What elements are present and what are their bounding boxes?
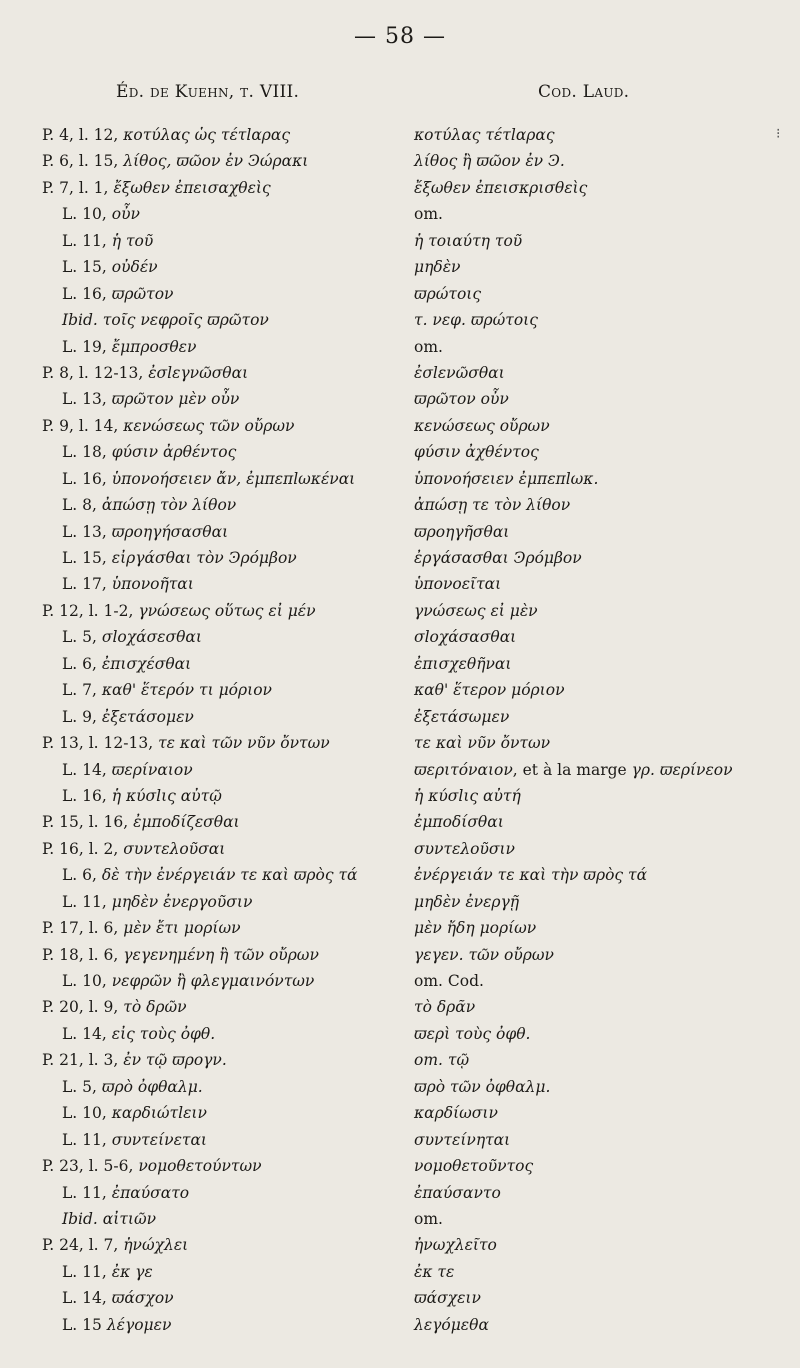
location-reference: L. 11, xyxy=(62,231,107,250)
collation-row xyxy=(0,1206,800,1232)
edition-text: ἐξετάσομεν xyxy=(101,707,194,726)
location-reference: P. 17, l. 6, xyxy=(42,919,119,938)
collation-row xyxy=(0,413,800,439)
codex-text: ϖρὸ τῶν ὀφθαλμ. xyxy=(414,1077,551,1096)
kuehn-reading xyxy=(62,1312,171,1338)
codex-reading xyxy=(414,889,519,915)
codex-reading xyxy=(414,598,538,624)
kuehn-reading xyxy=(62,254,158,280)
codex-text: σlοχάσασθαι xyxy=(414,628,517,647)
codex-reading xyxy=(414,571,501,597)
codex-reading xyxy=(414,148,565,174)
codex-reading xyxy=(414,1259,454,1285)
codex-text: ἐνέργειάν τε καὶ τὴν ϖρὸς τά xyxy=(414,866,648,885)
codex-reading xyxy=(414,228,522,254)
kuehn-reading xyxy=(62,571,194,597)
collation-row xyxy=(0,915,800,941)
collation-row xyxy=(0,1180,800,1206)
edition-text: αἰτιῶν xyxy=(102,1209,157,1228)
kuehn-reading xyxy=(62,201,140,227)
location-reference: P. 24, l. 7, xyxy=(42,1236,119,1255)
right-column-header: Cod. Laud. xyxy=(538,82,630,102)
collation-table xyxy=(0,122,800,1338)
edition-text: γεγενημένη ἢ τῶν οὔρων xyxy=(123,945,319,964)
codex-text: καθ' ἕτερον μόριον xyxy=(414,681,565,700)
location-reference: L. 15, xyxy=(62,549,107,567)
codex-text: συντελοῦσιν xyxy=(414,839,515,858)
location-reference: L. 19, xyxy=(62,337,107,356)
codex-reading xyxy=(414,307,538,333)
collation-row xyxy=(0,862,800,888)
codex-text: om. xyxy=(414,1209,443,1228)
kuehn-reading xyxy=(62,1127,207,1153)
codex-reading xyxy=(414,1206,443,1232)
kuehn-reading xyxy=(42,360,248,386)
codex-reading xyxy=(414,386,509,412)
codex-reading xyxy=(414,1312,489,1338)
collation-row xyxy=(0,836,800,862)
kuehn-reading xyxy=(42,1153,262,1179)
edition-text: κοτύλας ὡς τέτlαρας xyxy=(123,126,291,144)
collation-row xyxy=(0,386,800,412)
codex-reading xyxy=(414,519,509,545)
location-reference: L. 14, xyxy=(62,1289,107,1308)
codex-text: καρδίωσιν xyxy=(414,1104,498,1123)
kuehn-reading xyxy=(42,915,241,941)
codex-reading xyxy=(414,1047,469,1073)
codex-reading xyxy=(414,201,443,227)
codex-text: ἐμποδίσθαι xyxy=(414,813,504,832)
collation-row xyxy=(0,809,800,835)
collation-row xyxy=(0,624,800,650)
codex-text: ϖάσχειν xyxy=(414,1289,481,1308)
location-reference: L. 16, xyxy=(62,786,107,805)
location-reference: L. 17, xyxy=(62,575,107,594)
location-reference: L. 11, xyxy=(62,892,107,911)
location-reference: L. 7, xyxy=(62,681,97,700)
kuehn-reading xyxy=(62,783,222,809)
edition-text: μηδὲν ἐνεργοῦσιν xyxy=(111,892,253,911)
kuehn-reading xyxy=(62,1021,215,1047)
kuehn-reading xyxy=(42,836,225,862)
edition-text: τε καὶ τῶν νῦν ὄντων xyxy=(158,734,330,753)
edition-text: ἔξωθεν ἐπεισαχθεὶς xyxy=(113,178,271,197)
collation-row xyxy=(0,519,800,545)
codex-reading xyxy=(414,942,554,968)
codex-reading xyxy=(414,254,460,280)
collation-row xyxy=(0,1047,800,1073)
location-reference: P. 23, l. 5-6, xyxy=(42,1157,134,1176)
collation-row xyxy=(0,360,800,386)
collation-row xyxy=(0,492,800,518)
left-column-header: Éd. de Kuehn, t. VIII. xyxy=(116,82,300,102)
location-reference: L. 10, xyxy=(62,972,107,990)
collation-row xyxy=(0,439,800,465)
codex-text: om. xyxy=(414,337,443,356)
collation-row xyxy=(0,783,800,809)
codex-reading xyxy=(414,1074,550,1100)
edition-text: ἐπαύσατο xyxy=(111,1183,190,1202)
codex-text: ἐξετάσωμεν xyxy=(414,707,510,726)
codex-text: ϖερὶ τοὺς ὀφθ. xyxy=(414,1024,531,1043)
codex-text: ϖρώτοις xyxy=(414,284,482,303)
codex-text: ϖεριτόναιον xyxy=(414,760,513,779)
edition-text: ϖερίναιον xyxy=(111,760,193,779)
location-reference: L. 16, xyxy=(62,469,107,488)
edition-text: δὲ τὴν ἐνέργειάν τε καὶ ϖρὸς τά xyxy=(101,866,358,885)
codex-reading xyxy=(414,677,565,703)
collation-row xyxy=(0,1312,800,1338)
edition-text: ὑπονοήσειεν ἄν, ἐμπεπlωκέναι xyxy=(111,469,356,488)
collation-row xyxy=(0,598,800,624)
location-reference: L. 13, xyxy=(62,522,107,541)
kuehn-reading xyxy=(42,730,330,756)
location-reference: Ibid. xyxy=(62,311,98,330)
codex-reading xyxy=(414,413,550,439)
collation-row xyxy=(0,307,800,333)
collation-row xyxy=(0,1127,800,1153)
edition-text: τὸ δρῶν xyxy=(123,998,187,1017)
collation-row xyxy=(0,1285,800,1311)
collation-row xyxy=(0,254,800,280)
codex-text: ἡ κύσlις αὐτή xyxy=(414,786,521,805)
codex-text: ϖρῶτον οὖν xyxy=(414,390,509,409)
kuehn-reading xyxy=(62,281,173,307)
codex-reading xyxy=(414,730,550,756)
codex-text: ϖροηγῆσθαι xyxy=(414,522,510,541)
codex-text: ὑπονοεῖται xyxy=(414,575,502,594)
codex-text: ἐργάσασθαι Ͽρόμβον xyxy=(414,549,582,567)
codex-text: ἐκ τε xyxy=(414,1262,455,1281)
kuehn-reading xyxy=(62,862,358,888)
codex-text: μὲν ἤδη μορίων xyxy=(414,919,537,938)
codex-text: ἐσlενῶσθαι xyxy=(414,363,505,382)
kuehn-reading xyxy=(62,439,236,465)
codex-reading xyxy=(414,281,481,307)
edition-text: εἰς τοὺς ὀφθ. xyxy=(111,1024,216,1043)
codex-text: ἠνωχλεῖτο xyxy=(414,1236,497,1255)
kuehn-reading xyxy=(42,1047,227,1073)
codex-reading xyxy=(414,1153,533,1179)
edition-text: ἡ κύσlις αὐτῷ xyxy=(111,786,222,805)
kuehn-reading xyxy=(62,466,355,492)
margin-note: , et à la marge xyxy=(512,760,632,779)
edition-text: μὲν ἔτι μορίων xyxy=(123,919,241,938)
codex-reading xyxy=(414,175,587,201)
location-reference: P. 21, l. 3, xyxy=(42,1051,119,1070)
edition-text: εἰργάσθαι τὸν Ͽρόμβον xyxy=(111,549,297,567)
collation-row xyxy=(0,201,800,227)
codex-reading xyxy=(414,809,504,835)
codex-text: νομοθετοῦντος xyxy=(414,1157,534,1176)
kuehn-reading xyxy=(42,598,316,624)
codex-reading xyxy=(414,439,539,465)
location-reference: P. 13, l. 12-13, xyxy=(42,734,154,753)
location-reference: P. 18, l. 6, xyxy=(42,945,119,964)
edition-text: ϖρῶτον xyxy=(111,284,174,303)
location-reference: P. 4, l. 12, xyxy=(42,126,119,144)
codex-reading xyxy=(414,651,511,677)
kuehn-reading xyxy=(42,942,319,968)
codex-text: μηδὲν ἐνεργῇ xyxy=(414,892,520,911)
kuehn-reading xyxy=(42,809,240,835)
location-reference: L. 5, xyxy=(62,1077,97,1096)
edition-text: σlοχάσεσθαι xyxy=(101,628,202,647)
kuehn-reading xyxy=(62,1285,174,1311)
edition-text: οὖν xyxy=(111,205,140,224)
kuehn-reading xyxy=(62,651,191,677)
codex-text: om. xyxy=(414,205,443,224)
collation-row xyxy=(0,677,800,703)
location-reference: L. 11, xyxy=(62,1130,107,1149)
codex-reading xyxy=(414,783,521,809)
edition-text: συντείνεται xyxy=(111,1130,208,1149)
kuehn-reading xyxy=(42,413,294,439)
codex-text: τὸ δρᾶν xyxy=(414,998,476,1017)
codex-reading xyxy=(414,1180,501,1206)
edition-text: φύσιν ἀρθέντος xyxy=(111,443,237,462)
collation-row xyxy=(0,334,800,360)
edition-text: ἠνώχλει xyxy=(123,1236,189,1255)
edition-text: καρδιώτlειν xyxy=(111,1104,207,1123)
location-reference: P. 7, l. 1, xyxy=(42,178,109,197)
collation-row xyxy=(0,1100,800,1126)
collation-row xyxy=(0,651,800,677)
kuehn-reading xyxy=(62,519,228,545)
page-number: — 58 — xyxy=(354,24,446,49)
location-reference: L. 15, xyxy=(62,258,107,277)
codex-text: ἔξωθεν ἐπεισκρισθεὶς xyxy=(414,178,588,197)
location-reference: Ibid. xyxy=(62,1209,98,1228)
collation-row xyxy=(0,148,800,174)
location-reference: L. 9, xyxy=(62,707,97,726)
codex-reading xyxy=(414,915,536,941)
codex-reading xyxy=(414,757,733,783)
codex-text: ἐπαύσαντο xyxy=(414,1183,501,1202)
codex-reading xyxy=(414,492,570,518)
edition-text: ἀπώσῃ τὸν λίθον xyxy=(101,496,237,515)
location-reference: L. 14, xyxy=(62,760,107,779)
location-reference: L. 11, xyxy=(62,1262,107,1281)
codex-text: φύσιν ἀχθέντος xyxy=(414,443,539,462)
collation-row xyxy=(0,942,800,968)
codex-text: μηδὲν xyxy=(414,258,461,277)
edition-text: λέγομεν xyxy=(106,1315,172,1334)
codex-reading xyxy=(414,122,555,148)
collation-row xyxy=(0,466,800,492)
location-reference: P. 9, l. 14, xyxy=(42,416,119,435)
codex-reading xyxy=(414,968,484,994)
edition-text: οὐδέν xyxy=(111,258,158,277)
codex-reading xyxy=(414,836,515,862)
location-reference: L. 8, xyxy=(62,496,97,515)
location-reference: L. 10, xyxy=(62,205,107,224)
location-reference: L. 15 xyxy=(62,1315,102,1334)
kuehn-reading xyxy=(42,122,290,148)
edition-text: ἐσlεγνῶσθαι xyxy=(148,363,249,382)
collation-row xyxy=(0,757,800,783)
kuehn-reading xyxy=(62,307,269,333)
collation-row xyxy=(0,968,800,994)
edition-text: ἐν τῷ ϖρογν. xyxy=(123,1051,227,1070)
codex-reading xyxy=(414,1127,510,1153)
collation-row xyxy=(0,281,800,307)
collation-row xyxy=(0,122,800,148)
codex-reading xyxy=(414,545,582,571)
edition-text: συντελοῦσαι xyxy=(123,839,226,858)
location-reference: L. 10, xyxy=(62,1104,107,1123)
location-reference: L. 11, xyxy=(62,1183,107,1202)
location-reference: L. 14, xyxy=(62,1024,107,1043)
location-reference: P. 16, l. 2, xyxy=(42,839,119,858)
kuehn-reading xyxy=(62,545,297,571)
location-reference: P. 8, l. 12-13, xyxy=(42,363,144,382)
collation-row xyxy=(0,228,800,254)
location-reference: L. 6, xyxy=(62,866,97,885)
kuehn-reading xyxy=(62,228,153,254)
kuehn-reading xyxy=(62,624,202,650)
kuehn-reading xyxy=(62,889,252,915)
codex-text: κοτύλας τέτlαρας xyxy=(414,126,555,144)
location-reference: L. 16, xyxy=(62,284,107,303)
codex-reading xyxy=(414,466,598,492)
edition-text: ἐπισχέσθαι xyxy=(101,654,192,673)
codex-reading xyxy=(414,1021,530,1047)
collation-row xyxy=(0,730,800,756)
collation-row xyxy=(0,545,800,571)
collation-row xyxy=(0,175,800,201)
codex-text: λίθος ἢ ϖῶον ἐν Ͽ. xyxy=(414,152,565,171)
codex-reading xyxy=(414,624,516,650)
edition-text: ϖρὸ ὀφθαλμ. xyxy=(101,1077,203,1096)
edition-text: νεφρῶν ἢ φλεγμαινόντων xyxy=(111,972,315,990)
kuehn-reading xyxy=(62,1100,207,1126)
location-reference: L. 13, xyxy=(62,390,107,409)
codex-text: τε καὶ νῦν ὄντων xyxy=(414,734,551,753)
kuehn-reading xyxy=(62,1074,203,1100)
kuehn-reading xyxy=(42,994,187,1020)
codex-text: ἐπισχεθῆναι xyxy=(414,654,512,673)
kuehn-reading xyxy=(42,175,271,201)
edition-text: ἔμπροσθεν xyxy=(111,337,197,356)
edition-text: τοῖς νεφροῖς ϖρῶτον xyxy=(102,311,269,330)
location-reference: P. 12, l. 1-2, xyxy=(42,601,134,620)
codex-reading xyxy=(414,704,509,730)
codex-text: om. Cod. xyxy=(414,972,484,990)
collation-row xyxy=(0,1074,800,1100)
kuehn-reading xyxy=(62,1206,156,1232)
edition-text: νομοθετούντων xyxy=(138,1157,262,1176)
edition-text: καθ' ἕτερόν τι μόριον xyxy=(101,681,272,700)
codex-reading xyxy=(414,994,475,1020)
codex-text: γεγεν. τῶν οὔρων xyxy=(414,945,554,964)
codex-reading xyxy=(414,360,505,386)
edition-text: λίθος, ϖῶον ἐν Ͽώρακι xyxy=(123,152,309,171)
collation-row xyxy=(0,1021,800,1047)
edition-text: ϖροηγήσασθαι xyxy=(111,522,229,541)
edition-text: ὑπονοῆται xyxy=(111,575,194,594)
location-reference: P. 6, l. 15, xyxy=(42,152,119,171)
collation-row xyxy=(0,1259,800,1285)
codex-reading xyxy=(414,862,647,888)
kuehn-reading xyxy=(42,1232,188,1258)
kuehn-reading xyxy=(62,968,314,994)
edition-text: ἐμποδίζεσθαι xyxy=(133,813,240,832)
margin-dot-mark: ⁝ xyxy=(776,126,781,142)
kuehn-reading xyxy=(62,492,236,518)
edition-text: ἡ τοῦ xyxy=(111,231,154,250)
codex-text: κενώσεως οὔρων xyxy=(414,416,550,435)
codex-text: συντείνηται xyxy=(414,1130,511,1149)
codex-reading xyxy=(414,1285,481,1311)
codex-reading xyxy=(414,334,443,360)
collation-row xyxy=(0,1232,800,1258)
codex-text: γνώσεως εἰ μὲν xyxy=(414,601,538,620)
codex-reading xyxy=(414,1232,497,1258)
codex-text: om. τῷ xyxy=(414,1051,470,1070)
kuehn-reading xyxy=(62,757,193,783)
collation-row xyxy=(0,994,800,1020)
kuehn-reading xyxy=(42,148,308,174)
collation-row xyxy=(0,571,800,597)
kuehn-reading xyxy=(62,1259,153,1285)
margin-variant: γρ. ϖερίνεον xyxy=(631,760,733,779)
edition-text: ϖάσχον xyxy=(111,1289,174,1308)
kuehn-reading xyxy=(62,677,272,703)
codex-text: λεγόμεθα xyxy=(414,1315,489,1334)
collation-row xyxy=(0,889,800,915)
location-reference: L. 18, xyxy=(62,443,107,462)
location-reference: L. 6, xyxy=(62,654,97,673)
kuehn-reading xyxy=(62,386,239,412)
edition-text: κενώσεως τῶν οὔρων xyxy=(123,416,295,435)
codex-text: τ. νεφ. ϖρώτοις xyxy=(414,311,538,330)
codex-text: ἀπώσῃ τε τὸν λίθον xyxy=(414,496,571,515)
codex-text: ὑπονοήσειεν ἐμπεπlωκ. xyxy=(414,469,599,488)
location-reference: P. 20, l. 9, xyxy=(42,998,119,1017)
collation-row xyxy=(0,704,800,730)
codex-text: ἡ τοιαύτη τοῦ xyxy=(414,231,523,250)
kuehn-reading xyxy=(62,334,196,360)
location-reference: P. 15, l. 16, xyxy=(42,813,129,832)
codex-reading xyxy=(414,1100,498,1126)
collation-row xyxy=(0,1153,800,1179)
location-reference: L. 5, xyxy=(62,628,97,647)
edition-text: γνώσεως οὕτως εἰ μέν xyxy=(138,601,316,620)
edition-text: ϖρῶτον μὲν οὖν xyxy=(111,390,240,409)
edition-text: ἐκ γε xyxy=(111,1262,153,1281)
kuehn-reading xyxy=(62,1180,189,1206)
kuehn-reading xyxy=(62,704,194,730)
